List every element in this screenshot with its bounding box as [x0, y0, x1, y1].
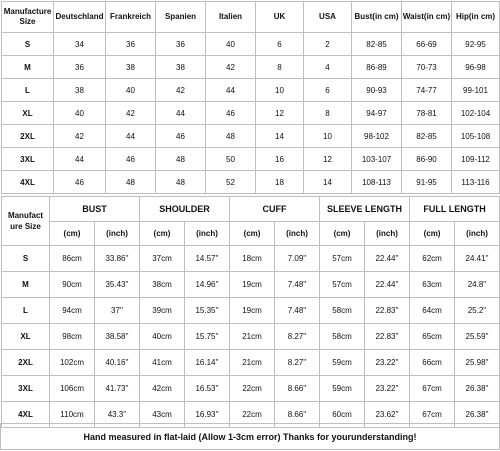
value-cell: 38cm	[140, 272, 185, 298]
header-italien: Italien	[206, 2, 256, 33]
table-row	[2, 79, 500, 102]
garment-measurement-table	[1, 196, 500, 428]
value-cell: 43cm	[140, 402, 185, 428]
value-cell: 40.16''	[95, 350, 140, 376]
value-cell: 48	[156, 171, 206, 194]
value-cell: 26.38''	[455, 376, 500, 402]
value-cell: 39cm	[140, 298, 185, 324]
value-cell: 106cm	[50, 376, 95, 402]
value-cell: 37cm	[140, 246, 185, 272]
size-cell: 4XL	[2, 402, 50, 428]
value-cell: 98cm	[50, 324, 95, 350]
value-cell: 42	[54, 125, 106, 148]
value-cell: 15.75''	[185, 324, 230, 350]
unit-cm: (cm)	[410, 222, 455, 246]
value-cell: 64cm	[410, 298, 455, 324]
value-cell: 19cm	[230, 272, 275, 298]
value-cell: 6	[256, 33, 304, 56]
table-row	[2, 350, 500, 376]
value-cell: 90-93	[352, 79, 402, 102]
value-cell: 14.96''	[185, 272, 230, 298]
value-cell: 8	[304, 102, 352, 125]
value-cell: 98-102	[352, 125, 402, 148]
value-cell: 40cm	[140, 324, 185, 350]
value-cell: 48	[106, 171, 156, 194]
size-cell: L	[2, 298, 50, 324]
unit-inch: (inch)	[275, 222, 320, 246]
header-deutschland: Deutschland	[54, 2, 106, 33]
value-cell: 63cm	[410, 272, 455, 298]
size-cell: 4XL	[2, 171, 54, 194]
value-cell: 22.83''	[365, 298, 410, 324]
value-cell: 44	[156, 102, 206, 125]
value-cell: 15.35''	[185, 298, 230, 324]
table-row	[2, 376, 500, 402]
value-cell: 38	[106, 56, 156, 79]
value-cell: 36	[54, 56, 106, 79]
unit-cm: (cm)	[320, 222, 365, 246]
value-cell: 16.53''	[185, 376, 230, 402]
value-cell: 67cm	[410, 402, 455, 428]
header-frankreich: Frankreich	[106, 2, 156, 33]
value-cell: 25.98''	[455, 350, 500, 376]
value-cell: 108-113	[352, 171, 402, 194]
unit-inch: (inch)	[455, 222, 500, 246]
unit-inch: (inch)	[95, 222, 140, 246]
value-cell: 35.43''	[95, 272, 140, 298]
value-cell: 22.44''	[365, 272, 410, 298]
value-cell: 33.86''	[95, 246, 140, 272]
value-cell: 40	[106, 79, 156, 102]
value-cell: 42	[206, 56, 256, 79]
value-cell: 8	[256, 56, 304, 79]
table-row	[2, 298, 500, 324]
value-cell: 46	[106, 148, 156, 171]
value-cell: 86cm	[50, 246, 95, 272]
size-cell: L	[2, 79, 54, 102]
value-cell: 92-95	[452, 33, 500, 56]
value-cell: 40	[54, 102, 106, 125]
header-shoulder: SHOULDER	[140, 197, 230, 222]
value-cell: 22.83''	[365, 324, 410, 350]
value-cell: 86-90	[402, 148, 452, 171]
value-cell: 48	[206, 125, 256, 148]
header-manufacture-size: Manufacture Size	[2, 2, 54, 33]
value-cell: 44	[106, 125, 156, 148]
value-cell: 46	[206, 102, 256, 125]
size-cell: 2XL	[2, 350, 50, 376]
value-cell: 21cm	[230, 324, 275, 350]
value-cell: 23.22''	[365, 350, 410, 376]
value-cell: 43.3''	[95, 402, 140, 428]
value-cell: 14	[304, 171, 352, 194]
header-bust-cm: Bust(in cm)	[352, 2, 402, 33]
value-cell: 110cm	[50, 402, 95, 428]
value-cell: 103-107	[352, 148, 402, 171]
value-cell: 42	[156, 79, 206, 102]
size-cell: 3XL	[2, 376, 50, 402]
value-cell: 25.59''	[455, 324, 500, 350]
header-bust: BUST	[50, 197, 140, 222]
value-cell: 36	[156, 33, 206, 56]
value-cell: 67cm	[410, 376, 455, 402]
value-cell: 59cm	[320, 376, 365, 402]
value-cell: 42cm	[140, 376, 185, 402]
value-cell: 91-95	[402, 171, 452, 194]
value-cell: 78-81	[402, 102, 452, 125]
value-cell: 18	[256, 171, 304, 194]
value-cell: 7.09''	[275, 246, 320, 272]
value-cell: 22cm	[230, 402, 275, 428]
value-cell: 102-104	[452, 102, 500, 125]
header-uk: UK	[256, 2, 304, 33]
value-cell: 96-98	[452, 56, 500, 79]
table-row	[2, 56, 500, 79]
value-cell: 6	[304, 79, 352, 102]
value-cell: 74-77	[402, 79, 452, 102]
value-cell: 18cm	[230, 246, 275, 272]
table-row	[2, 246, 500, 272]
value-cell: 105-108	[452, 125, 500, 148]
value-cell: 7.48''	[275, 298, 320, 324]
size-cell: M	[2, 272, 50, 298]
value-cell: 14	[256, 125, 304, 148]
header-full-length: FULL LENGTH	[410, 197, 500, 222]
value-cell: 113-116	[452, 171, 500, 194]
header-spanien: Spanien	[156, 2, 206, 33]
header-cuff: CUFF	[230, 197, 320, 222]
value-cell: 82-85	[352, 33, 402, 56]
measurement-note: Hand measured in flat-laid (Allow 1-3cm error) Thanks for yourunderstanding!	[0, 423, 500, 450]
value-cell: 46	[54, 171, 106, 194]
value-cell: 38	[54, 79, 106, 102]
unit-inch: (inch)	[365, 222, 410, 246]
table-row	[2, 148, 500, 171]
unit-cm: (cm)	[50, 222, 95, 246]
value-cell: 7.48''	[275, 272, 320, 298]
value-cell: 34	[54, 33, 106, 56]
value-cell: 50	[206, 148, 256, 171]
measurement-unit-row	[2, 222, 500, 246]
value-cell: 66cm	[410, 350, 455, 376]
unit-cm: (cm)	[140, 222, 185, 246]
value-cell: 44	[206, 79, 256, 102]
header-waist-cm: Waist(in cm)	[402, 2, 452, 33]
value-cell: 8.66''	[275, 376, 320, 402]
value-cell: 38.58''	[95, 324, 140, 350]
table-row	[2, 272, 500, 298]
table-row	[2, 33, 500, 56]
value-cell: 52	[206, 171, 256, 194]
measurement-group-row	[2, 197, 500, 222]
value-cell: 44	[54, 148, 106, 171]
value-cell: 42	[106, 102, 156, 125]
value-cell: 90cm	[50, 272, 95, 298]
value-cell: 14.57''	[185, 246, 230, 272]
value-cell: 94-97	[352, 102, 402, 125]
value-cell: 62cm	[410, 246, 455, 272]
value-cell: 16.14''	[185, 350, 230, 376]
value-cell: 60cm	[320, 402, 365, 428]
size-cell: S	[2, 246, 50, 272]
size-cell: M	[2, 56, 54, 79]
value-cell: 38	[156, 56, 206, 79]
value-cell: 66-69	[402, 33, 452, 56]
size-cell: XL	[2, 324, 50, 350]
table-row	[2, 171, 500, 194]
value-cell: 10	[256, 79, 304, 102]
value-cell: 46	[156, 125, 206, 148]
value-cell: 25.2''	[455, 298, 500, 324]
value-cell: 12	[304, 148, 352, 171]
size-conversion-header-row	[2, 2, 500, 33]
value-cell: 16.93''	[185, 402, 230, 428]
value-cell: 40	[206, 33, 256, 56]
value-cell: 94cm	[50, 298, 95, 324]
value-cell: 65cm	[410, 324, 455, 350]
value-cell: 10	[304, 125, 352, 148]
value-cell: 21cm	[230, 350, 275, 376]
unit-inch: (inch)	[185, 222, 230, 246]
value-cell: 36	[106, 33, 156, 56]
table-row	[2, 324, 500, 350]
size-cell: 3XL	[2, 148, 54, 171]
value-cell: 2	[304, 33, 352, 56]
value-cell: 102cm	[50, 350, 95, 376]
size-cell: 2XL	[2, 125, 54, 148]
value-cell: 99-101	[452, 79, 500, 102]
value-cell: 41cm	[140, 350, 185, 376]
value-cell: 82-85	[402, 125, 452, 148]
value-cell: 23.62''	[365, 402, 410, 428]
value-cell: 4	[304, 56, 352, 79]
value-cell: 26.38''	[455, 402, 500, 428]
header-usa: USA	[304, 2, 352, 33]
value-cell: 58cm	[320, 324, 365, 350]
value-cell: 59cm	[320, 350, 365, 376]
value-cell: 57cm	[320, 246, 365, 272]
value-cell: 86-89	[352, 56, 402, 79]
header-hip-cm: Hip(in cm)	[452, 2, 500, 33]
value-cell: 48	[156, 148, 206, 171]
value-cell: 23.22''	[365, 376, 410, 402]
value-cell: 57cm	[320, 272, 365, 298]
size-conversion-body	[2, 33, 500, 194]
value-cell: 16	[256, 148, 304, 171]
value-cell: 109-112	[452, 148, 500, 171]
value-cell: 41.73''	[95, 376, 140, 402]
table-row	[2, 125, 500, 148]
value-cell: 70-73	[402, 56, 452, 79]
value-cell: 58cm	[320, 298, 365, 324]
table-row	[2, 102, 500, 125]
value-cell: 24.41''	[455, 246, 500, 272]
value-cell: 12	[256, 102, 304, 125]
value-cell: 24.8''	[455, 272, 500, 298]
value-cell: 22.44''	[365, 246, 410, 272]
value-cell: 8.27''	[275, 324, 320, 350]
size-cell: S	[2, 33, 54, 56]
size-cell: XL	[2, 102, 54, 125]
header-sleeve-length: SLEEVE LENGTH	[320, 197, 410, 222]
value-cell: 8.66''	[275, 402, 320, 428]
value-cell: 19cm	[230, 298, 275, 324]
size-conversion-table	[1, 1, 500, 194]
value-cell: 37''	[95, 298, 140, 324]
unit-cm: (cm)	[230, 222, 275, 246]
value-cell: 22cm	[230, 376, 275, 402]
header-manufacture-size: Manufact ure Size	[2, 197, 50, 246]
value-cell: 8.27''	[275, 350, 320, 376]
garment-measurement-body	[2, 246, 500, 428]
